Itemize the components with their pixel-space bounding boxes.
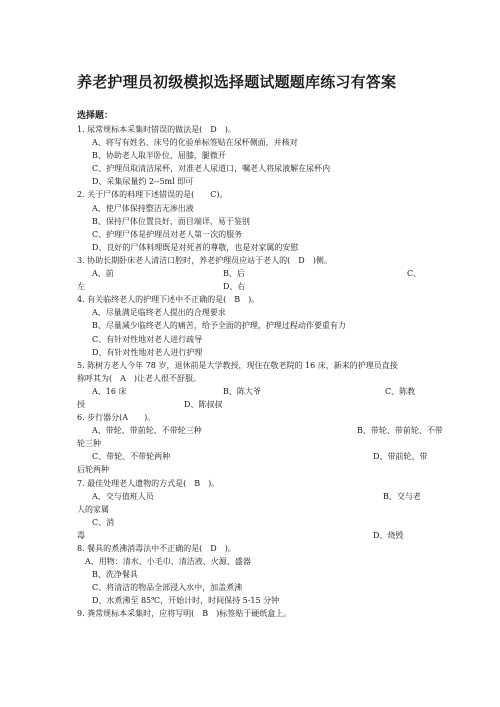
question-5-option-c-cont: 授	[77, 399, 85, 409]
question-8-stem: 8. 餐具的煮沸消毒法中不正确的是( D )。	[77, 544, 236, 553]
question-2-option-b: B、保持尸体位置良好，面目端详，易于鉴别	[92, 216, 250, 226]
question-8-option-d: D、水煮沸至 85℃，开始计时，时间保持 5-15 分钟	[92, 596, 280, 606]
question-3-stem: 3. 协助长期卧床老人清洁口腔时，养老护理员应站于老人的( D )侧。	[77, 255, 332, 265]
question-9-stem: 9. 粪常规标本采集时，应将写明( B )标签贴于硬纸盒上。	[77, 609, 292, 619]
question-7-option-d: D、烧毁	[373, 530, 404, 540]
question-4-option-c: C、有针对性地对老人进行疏导	[92, 334, 203, 344]
question-6-options-row	[77, 424, 443, 437]
question-3-option-b: B、后	[223, 269, 245, 279]
question-7-option-c: C、消	[92, 517, 115, 527]
question-7-option-a: A、交与值班人员	[92, 491, 154, 501]
question-8-option-a: A、用物：清水、小毛巾、清洁液、火源、盛器	[85, 557, 251, 567]
question-7-option-c-cont: 毒	[77, 530, 85, 540]
question-5-option-d: D、陈叔叔	[184, 399, 223, 409]
question-6-option-a: A、带轮、带前轮、不带轮三种	[92, 426, 202, 436]
question-2-stem: 2. 关于尸体的料理下述错误的是( C)。	[77, 190, 228, 200]
question-3-option-d: D、右	[223, 282, 246, 292]
question-3-option-a: A、前	[92, 269, 114, 279]
question-5-stem-cont: 称呼其为( A )让老人很不舒服。	[77, 373, 202, 383]
question-1-option-c: C、护理员取清洁尿杯，对准老人尿道口，嘱老人将尿液解在尿杯内	[92, 164, 331, 174]
question-6-option-b: B、带轮、带前轮、不带	[357, 426, 443, 436]
question-8-option-b: B、洗净餐具	[92, 570, 138, 580]
question-6-option-c: C、带轮、不带轮两种	[92, 452, 171, 462]
question-6-options-row-2	[77, 450, 432, 463]
question-7-options-row	[77, 490, 432, 503]
section-heading: 选择题：	[77, 111, 114, 121]
question-8-option-c: C、将清洁的物品全部浸入水中，加盖煮沸	[92, 583, 243, 593]
question-3-option-c-cont: 左	[77, 282, 85, 292]
question-1-stem: 1. 尿常规标本采集时错误的做法是( D )。	[77, 125, 236, 134]
page-title: 养老护理员初级模拟选择题试题题库练习有答案	[77, 73, 397, 91]
question-1-option-b: B、协助老人取半卧位，屈膝，腿微开	[92, 151, 226, 161]
question-7-option-b-cont: 人的家属	[77, 504, 109, 514]
question-5-option-b: B、陈大爷	[223, 386, 261, 396]
question-5-stem: 5. 陈树方老人今年 78 岁，退休前是大学教授，现住在敬老院的 16 床，新来的护理员直接	[77, 360, 398, 370]
question-5-options-row	[77, 385, 432, 398]
question-5-options-row-2	[77, 398, 432, 411]
question-2-option-a: A、使尸体保持整洁无渗出液	[92, 203, 194, 213]
question-4-option-d: D、有针对性地对老人进行护理	[92, 347, 203, 357]
question-6-stem: 6. 步行器分(A )。	[77, 413, 156, 423]
question-7-option-c-row	[77, 516, 432, 529]
question-3-options-row	[77, 267, 432, 280]
question-4-stem: 4. 有关临终老人的护理下述中不正确的是( B )。	[77, 295, 260, 305]
question-2-option-d: D、良好的尸体料理既是对死者的尊敬，也是对家属的安慰	[92, 242, 299, 252]
question-1-option-a: A、将写有姓名、床号的化验单标签贴在尿杯侧面，并核对	[92, 138, 298, 148]
question-2-option-c: C、护理尸体是护理员对老人第一次的服务	[92, 229, 243, 239]
question-1-option-d: D、采集尿量约 2--5ml 即可	[92, 177, 194, 187]
question-4-option-a: A、尽量满足临终老人提出的合理要求	[92, 308, 226, 318]
question-3-option-c: C、	[407, 269, 422, 279]
question-7-stem: 7. 最佳处理老人遗物的方式是( B )。	[77, 478, 220, 488]
question-7-options-row-2	[77, 529, 432, 542]
question-5-option-a: A、16 床	[92, 386, 127, 396]
question-3-options-row-2	[77, 280, 432, 293]
question-6-option-d-cont: 后轮两种	[77, 465, 109, 475]
question-6-option-d: D、带前轮、带	[373, 452, 428, 462]
question-6-option-b-cont: 轮三种	[77, 439, 101, 449]
question-5-option-c: C、陈教	[385, 386, 416, 396]
question-7-option-b: B、交与老	[383, 491, 421, 501]
question-list	[77, 123, 443, 621]
question-4-option-b: B、尽量减少临终老人的痛苦，给予全面的护理，护理过程动作要重有力	[92, 321, 346, 331]
